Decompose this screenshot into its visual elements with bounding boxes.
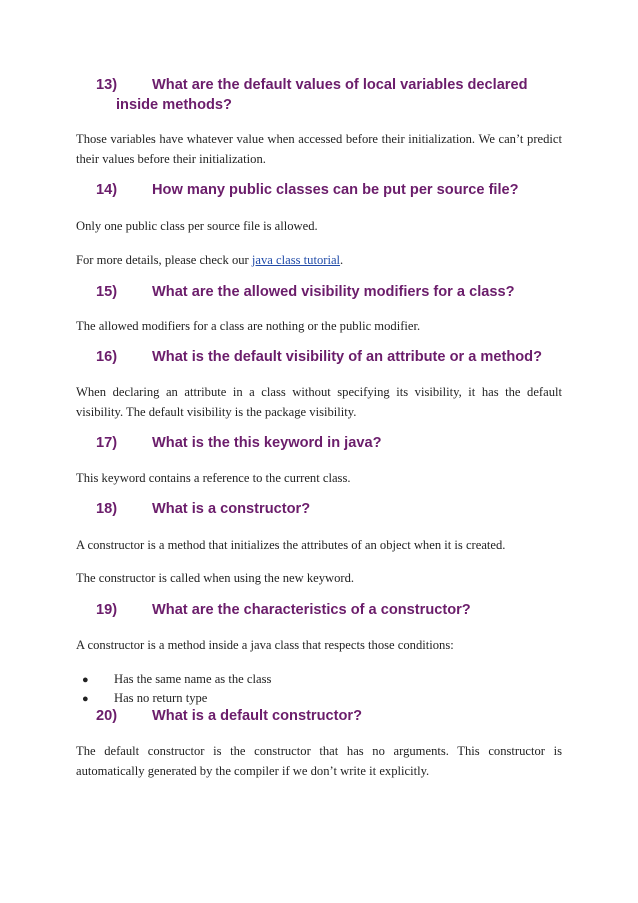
question-number: 16)	[96, 349, 118, 365]
answer-20: The default constructor is the constructor that has no arguments. This constructor is automatically generated by the compiler if we don’t write it explicitly.	[76, 744, 562, 778]
answer-13: Those variables have whatever value when accessed before their initialization. We can’t predict their values before their initialization.	[76, 132, 562, 166]
question-text: How many public classes can be put per source file?	[152, 182, 519, 198]
details-suffix: .	[340, 253, 344, 267]
answer-14-details	[76, 250, 562, 270]
details-prefix: For more details, please check our	[76, 253, 252, 267]
question-text: What is the default visibility of an attribute or a method?	[152, 349, 543, 365]
java-class-tutorial-link[interactable]: java class tutorial	[251, 253, 341, 267]
bullet-icon: ●	[82, 693, 89, 705]
question-number: 14)	[96, 182, 118, 198]
question-number: 20)	[96, 708, 118, 724]
answer-18-second: The constructor is called when using the new keyword.	[76, 571, 355, 585]
question-number: 18)	[96, 501, 118, 517]
question-14-heading	[96, 180, 519, 200]
answer-14: Only one public class per source file is allowed.	[76, 219, 318, 233]
question-20-heading	[96, 706, 362, 726]
question-18-heading	[96, 499, 310, 519]
question-17-heading	[96, 433, 382, 453]
answer-18: A constructor is a method that initializes the attributes of an object when it is created.	[76, 538, 506, 552]
question-text: What are the default values of local variables declared	[152, 77, 528, 93]
question-16-heading	[96, 347, 542, 367]
question-number: 19)	[96, 602, 118, 618]
question-text: What are the characteristics of a constructor?	[152, 602, 471, 618]
question-text: What is a constructor?	[152, 501, 311, 517]
answer-17: This keyword contains a reference to the current class.	[76, 471, 351, 485]
question-15-heading	[96, 282, 515, 302]
bullet-icon: ●	[82, 674, 89, 686]
list-item-text: Has no return type	[114, 691, 208, 705]
question-text: What is the this keyword in java?	[152, 435, 382, 451]
question-text: What are the allowed visibility modifiers for a class?	[152, 284, 515, 300]
question-13-heading	[96, 75, 562, 115]
question-number: 13)	[96, 77, 118, 93]
question-number: 15)	[96, 284, 118, 300]
answer-19: A constructor is a method inside a java class that respects those conditions:	[76, 638, 454, 652]
question-text: What is a default constructor?	[152, 708, 363, 724]
answer-16: When declaring an attribute in a class without specifying its visibility, it has the default visibility. The default visibility is the package visibility.	[76, 385, 562, 419]
question-number: 17)	[96, 435, 118, 451]
list-item	[82, 670, 271, 689]
question-text-continued: inside methods?	[116, 97, 232, 113]
answer-15: The allowed modifiers for a class are nothing or the public modifier.	[76, 319, 421, 333]
question-19-heading	[96, 600, 471, 620]
list-item-text: Has the same name as the class	[114, 672, 272, 686]
